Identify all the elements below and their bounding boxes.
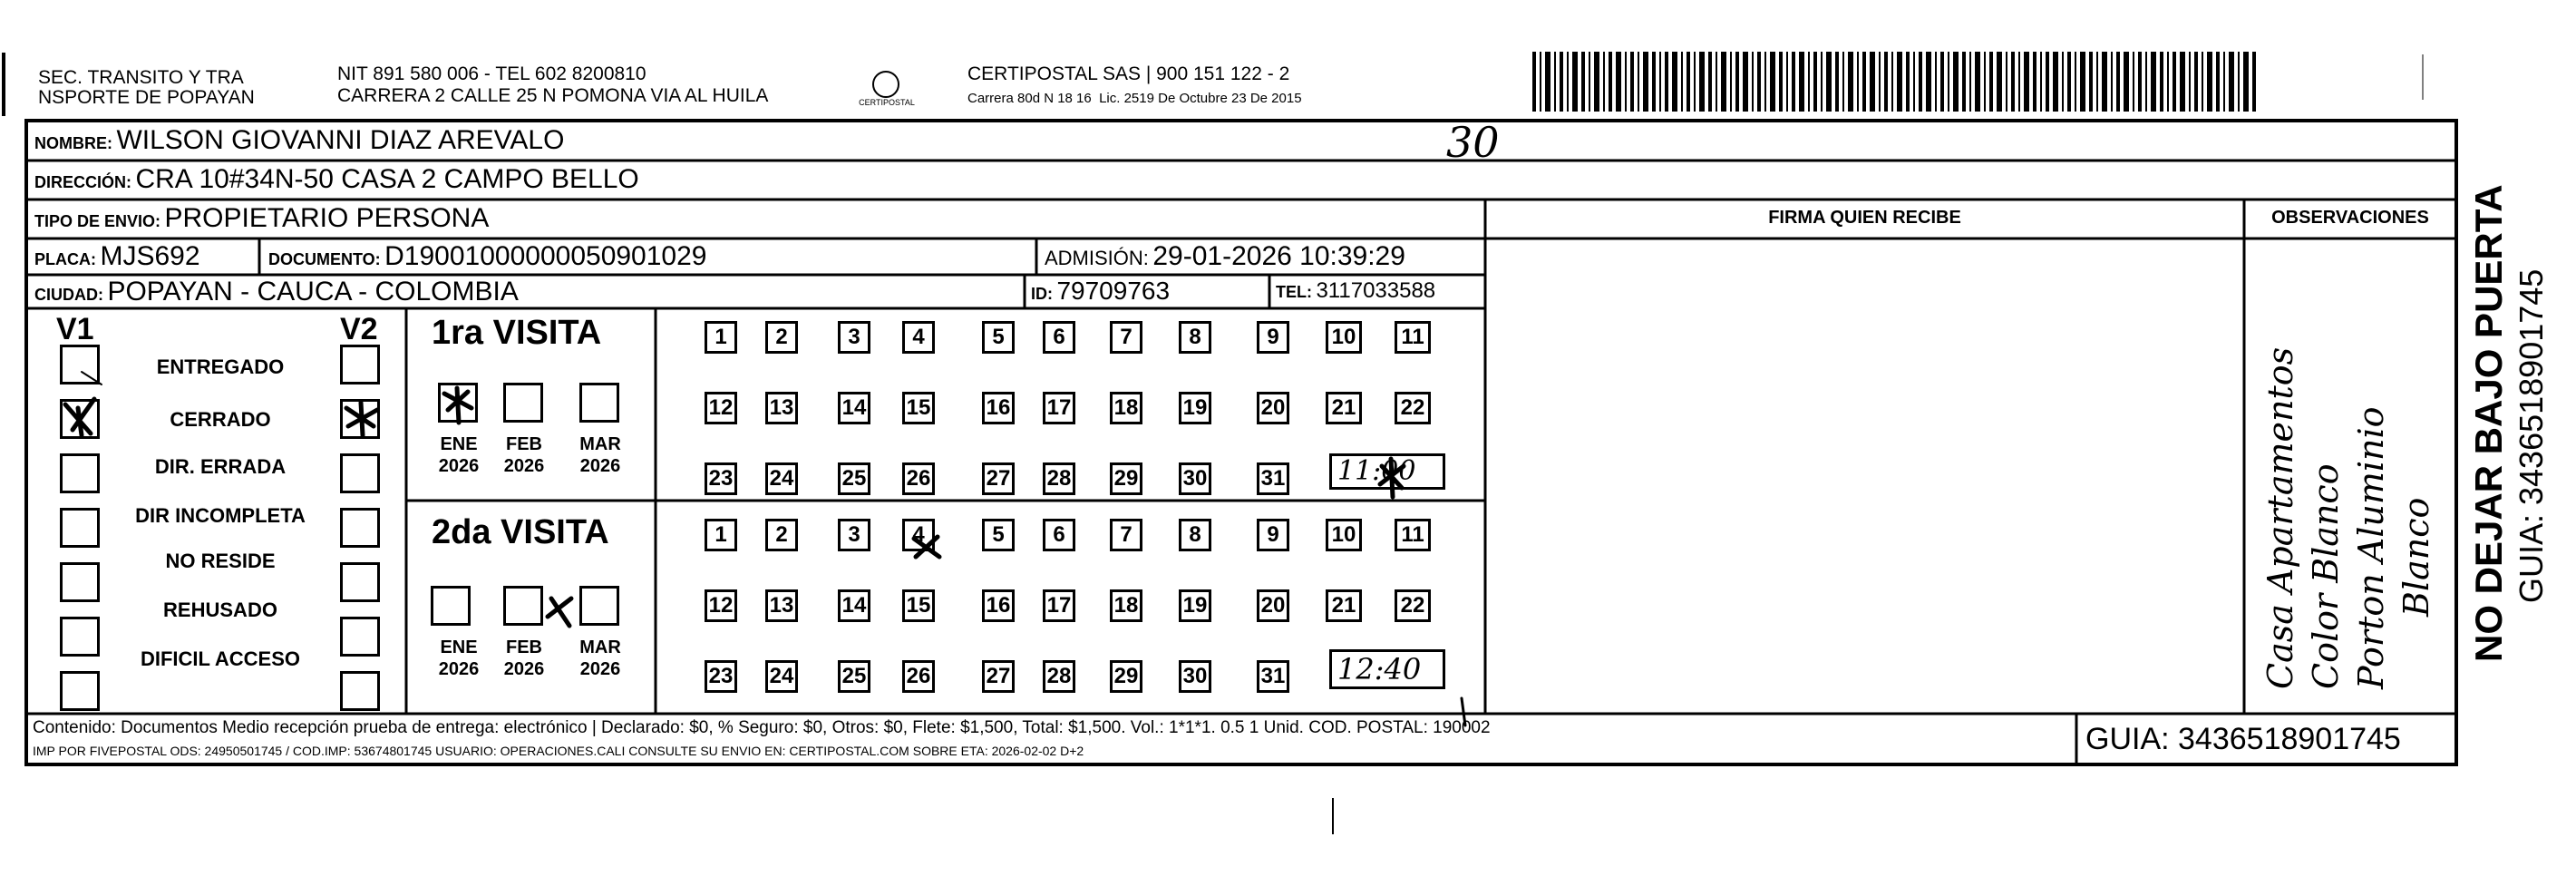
v2-day-17[interactable]: 17 bbox=[1043, 589, 1075, 622]
v2-day-5[interactable]: 5 bbox=[982, 519, 1015, 551]
observaciones-header: OBSERVACIONES bbox=[2271, 208, 2429, 228]
logo-text: CERTIPOSTAL bbox=[859, 98, 915, 107]
v2-day-22[interactable]: 22 bbox=[1395, 589, 1431, 622]
v2-day-28[interactable]: 28 bbox=[1043, 660, 1075, 693]
status-dificil-acceso: DIFICIL ACCESO bbox=[140, 647, 300, 670]
id-label: ID: bbox=[1031, 285, 1053, 303]
v2-month-feb bbox=[497, 637, 551, 680]
v1-month-mar bbox=[573, 433, 627, 477]
month-name: ENE bbox=[440, 638, 478, 657]
v2-day-24[interactable]: 24 bbox=[765, 660, 798, 693]
v1-day-19[interactable]: 19 bbox=[1179, 392, 1211, 424]
side-guia: GUIA: 3436518901745 bbox=[2513, 268, 2550, 603]
v1-day-14[interactable]: 14 bbox=[838, 392, 870, 424]
v2-day-19[interactable]: 19 bbox=[1179, 589, 1211, 622]
v2-day-10[interactable]: 10 bbox=[1326, 519, 1362, 551]
v2-day-4[interactable]: 4 bbox=[902, 519, 935, 551]
v1-month-feb bbox=[497, 433, 551, 477]
v2-day-21[interactable]: 21 bbox=[1326, 589, 1362, 622]
month-year: 2026 bbox=[438, 456, 480, 476]
v1-day-17[interactable]: 17 bbox=[1043, 392, 1075, 424]
v1-day-23[interactable]: 23 bbox=[705, 462, 737, 495]
v2-day-25[interactable]: 25 bbox=[838, 660, 870, 693]
v2-day-27[interactable]: 27 bbox=[982, 660, 1015, 693]
obs-line-1: Casa Apartamentos bbox=[2260, 346, 2300, 689]
v1-day-10[interactable]: 10 bbox=[1326, 321, 1362, 354]
v1-month-feb-box[interactable] bbox=[503, 383, 543, 423]
tel-label: TEL: bbox=[1276, 283, 1312, 301]
v2-day-12[interactable]: 12 bbox=[705, 589, 737, 622]
first-visit-title: 1ra VISITA bbox=[432, 314, 602, 352]
tel-value: 3117033588 bbox=[1316, 278, 1436, 303]
nit-line: NIT 891 580 006 - TEL 602 8200810 bbox=[337, 63, 646, 84]
v1-day-29[interactable]: 29 bbox=[1110, 462, 1142, 495]
v2-day-20[interactable]: 20 bbox=[1257, 589, 1289, 622]
v2-day-18[interactable]: 18 bbox=[1110, 589, 1142, 622]
handwritten-number: 30 bbox=[1446, 118, 1500, 167]
v2-day-16[interactable]: 16 bbox=[982, 589, 1015, 622]
month-year: 2026 bbox=[438, 659, 480, 679]
v1-day-28[interactable]: 28 bbox=[1043, 462, 1075, 495]
status-cerrado: CERRADO bbox=[170, 408, 271, 431]
v1-month-ene bbox=[432, 433, 486, 477]
v1-day-18[interactable]: 18 bbox=[1110, 392, 1142, 424]
month-year: 2026 bbox=[503, 659, 545, 679]
v2-day-11[interactable]: 11 bbox=[1395, 519, 1431, 551]
footer-imp-line: IMP POR FIVEPOSTAL ODS: 24950501745 / COD.IMP: 53674801745 USUARIO: OPERACIONES.CALI CONSULTE SU ENVIO EN: CERTIPOSTAL.COM SOBRE ETA: 2026-02-02 D+2 bbox=[33, 744, 1084, 758]
v1-day-4[interactable]: 4 bbox=[902, 321, 935, 354]
v1-day-8[interactable]: 8 bbox=[1179, 321, 1211, 354]
v2-header: V2 bbox=[340, 312, 378, 346]
footer-guia: GUIA: 3436518901745 bbox=[2085, 722, 2401, 756]
status-no-reside: NO RESIDE bbox=[165, 550, 276, 572]
status-dir-errada: DIR. ERRADA bbox=[154, 455, 287, 478]
documento-label: DOCUMENTO: bbox=[268, 250, 381, 268]
ciudad-value: POPAYAN - CAUCA - COLOMBIA bbox=[107, 277, 519, 307]
v1-day-5[interactable]: 5 bbox=[982, 321, 1015, 354]
documento-value: D19001000000050901029 bbox=[384, 241, 707, 271]
v1-day-6[interactable]: 6 bbox=[1043, 321, 1075, 354]
v2-month-ene-box[interactable] bbox=[431, 586, 471, 626]
v1-day-16[interactable]: 16 bbox=[982, 392, 1015, 424]
v1-month-mar-box[interactable] bbox=[579, 383, 619, 423]
v2-day-26[interactable]: 26 bbox=[902, 660, 935, 693]
v2-month-feb-box[interactable] bbox=[503, 586, 543, 626]
v1-day-20[interactable]: 20 bbox=[1257, 392, 1289, 424]
v2-day-29[interactable]: 29 bbox=[1110, 660, 1142, 693]
status-rehusado: REHUSADO bbox=[163, 599, 277, 621]
v2-day-15[interactable]: 15 bbox=[902, 589, 935, 622]
v1-day-1[interactable]: 1 bbox=[705, 321, 737, 354]
placa-label: PLACA: bbox=[34, 250, 96, 268]
firma-header: FIRMA QUIEN RECIBE bbox=[1768, 208, 1961, 228]
company-address: Carrera 80d N 18 16 Lic. 2519 De Octubre 23 De 2015 bbox=[967, 91, 1302, 106]
placa-value: MJS692 bbox=[100, 241, 200, 271]
nombre-value: WILSON GIOVANNI DIAZ AREVALO bbox=[116, 125, 565, 155]
v1-day-30[interactable]: 30 bbox=[1179, 462, 1211, 495]
v1-day-15[interactable]: 15 bbox=[902, 392, 935, 424]
v1-day-7[interactable]: 7 bbox=[1110, 321, 1142, 354]
company-line: CERTIPOSTAL SAS | 900 151 122 - 2 bbox=[967, 63, 1290, 84]
observaciones-handwriting bbox=[2258, 236, 2439, 689]
v2-month-mar bbox=[573, 637, 627, 680]
v1-day-2[interactable]: 2 bbox=[765, 321, 798, 354]
ciudad-label: CIUDAD: bbox=[34, 286, 103, 304]
obs-line-2: Color Blanco bbox=[2306, 463, 2346, 689]
v1-header: V1 bbox=[56, 312, 94, 346]
month-name: ENE bbox=[440, 434, 478, 454]
v2-day-2[interactable]: 2 bbox=[765, 519, 798, 551]
v2-day-1[interactable]: 1 bbox=[705, 519, 737, 551]
obs-line-3: Porton Aluminio bbox=[2351, 406, 2391, 689]
v1-day-9[interactable]: 9 bbox=[1257, 321, 1289, 354]
v1-day-24[interactable]: 24 bbox=[765, 462, 798, 495]
month-name: MAR bbox=[579, 638, 621, 657]
nombre-label: NOMBRE: bbox=[34, 134, 112, 152]
v2-day-6[interactable]: 6 bbox=[1043, 519, 1075, 551]
side-warning: NO DEJAR BAJO PUERTA bbox=[2467, 184, 2510, 662]
v2-day-31[interactable]: 31 bbox=[1257, 660, 1289, 693]
v2-day-3[interactable]: 3 bbox=[838, 519, 870, 551]
obs-line-4: Blanco bbox=[2396, 497, 2436, 617]
v1-day-22[interactable]: 22 bbox=[1395, 392, 1431, 424]
second-visit-title: 2da VISITA bbox=[432, 513, 609, 551]
id-value: 79709763 bbox=[1056, 277, 1171, 305]
status-entregado: ENTREGADO bbox=[156, 355, 285, 378]
admision-label: ADMISIÓN: bbox=[1045, 247, 1149, 269]
month-year: 2026 bbox=[579, 456, 621, 476]
tipo-label: TIPO DE ENVIO: bbox=[34, 212, 161, 230]
v2-day-30[interactable]: 30 bbox=[1179, 660, 1211, 693]
v1-day-31[interactable]: 31 bbox=[1257, 462, 1289, 495]
month-year: 2026 bbox=[503, 456, 545, 476]
first-visit-time: 11:00 bbox=[1329, 453, 1445, 490]
month-year: 2026 bbox=[579, 659, 621, 679]
v1-month-ene-box[interactable] bbox=[438, 383, 478, 423]
month-name: FEB bbox=[506, 638, 542, 657]
v2-day-7[interactable]: 7 bbox=[1110, 519, 1142, 551]
v1-day-21[interactable]: 21 bbox=[1326, 392, 1362, 424]
admision-value: 29-01-2026 10:39:29 bbox=[1152, 241, 1405, 271]
v1-day-25[interactable]: 25 bbox=[838, 462, 870, 495]
v2-month-ene bbox=[432, 637, 486, 680]
v1-day-27[interactable]: 27 bbox=[982, 462, 1015, 495]
status-dir-incompleta: DIR INCOMPLETA bbox=[135, 504, 306, 527]
v1-day-11[interactable]: 11 bbox=[1395, 321, 1431, 354]
v1-day-3[interactable]: 3 bbox=[838, 321, 870, 354]
footer-content-line: Contenido: Documentos Medio recepción prueba de entrega: electrónico | Declarado: $0, % Seguro: $0, Otros: $0, Flete: $1,500, Total: $1,500. Vol.: 1*1*1. 0.5 1 Unid. COD. POSTAL: 190002 bbox=[33, 718, 1491, 737]
v2-day-9[interactable]: 9 bbox=[1257, 519, 1289, 551]
month-name: FEB bbox=[506, 434, 542, 454]
v1-day-13[interactable]: 13 bbox=[765, 392, 798, 424]
v1-day-12[interactable]: 12 bbox=[705, 392, 737, 424]
month-name: MAR bbox=[579, 434, 621, 454]
sender-address: CARRERA 2 CALLE 25 N POMONA VIA AL HUILA bbox=[337, 85, 769, 106]
sender-line-1: SEC. TRANSITO Y TRA bbox=[38, 67, 244, 88]
v2-day-8[interactable]: 8 bbox=[1179, 519, 1211, 551]
v2-day-23[interactable]: 23 bbox=[705, 660, 737, 693]
v2-day-13[interactable]: 13 bbox=[765, 589, 798, 622]
sender-line-2: NSPORTE DE POPAYAN bbox=[38, 87, 255, 108]
v2-day-14[interactable]: 14 bbox=[838, 589, 870, 622]
second-visit-time: 12:40 bbox=[1329, 649, 1445, 689]
v1-day-26[interactable]: 26 bbox=[902, 462, 935, 495]
direccion-value: CRA 10#34N-50 CASA 2 CAMPO BELLO bbox=[135, 164, 639, 194]
tipo-value: PROPIETARIO PERSONA bbox=[164, 203, 490, 233]
direccion-label: DIRECCIÓN: bbox=[34, 173, 131, 191]
v2-month-mar-box[interactable] bbox=[579, 586, 619, 626]
